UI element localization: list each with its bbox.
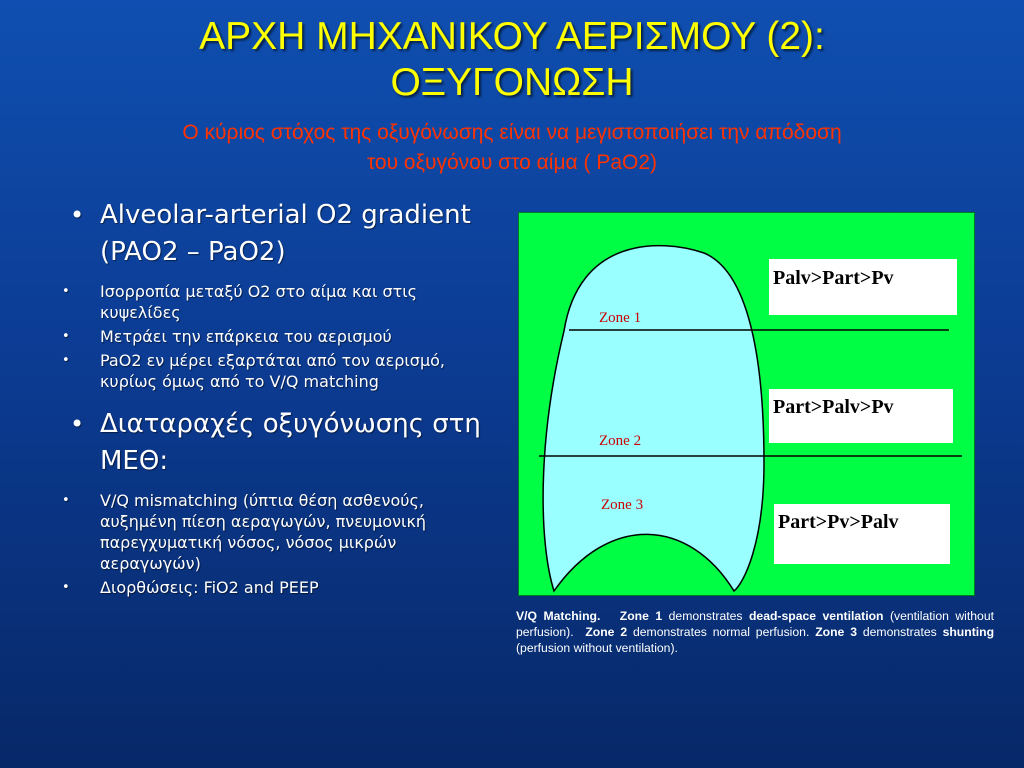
slide-title — [40, 14, 984, 106]
caption-text-5: (perfusion without ventilation). — [516, 641, 678, 655]
bullet-sub-mismatching: • V/Q mismatching (ύπτια θέση ασθενούς, αυξημένη πίεση αεραγωγών, πνευμονική παρεγχυματική νόσος, νόσος μικρών αεραγωγών) — [62, 490, 502, 574]
caption-zone-2: Zone 2 — [585, 625, 628, 639]
zone-2-pressure-text: Part>Palv>Pv — [773, 396, 894, 418]
bullet-main-gradient: • Alveolar-arterial O2 gradient (PAO2 – PaO2) — [62, 197, 502, 271]
bullet-sub-balance: • Ισορροπία μεταξύ Ο2 στο αίμα και στις κυψελίδες — [62, 281, 502, 323]
bullet-list — [62, 197, 502, 598]
bullet-spacer — [62, 392, 502, 406]
vq-zones-svg — [519, 213, 974, 595]
diagram-caption — [516, 608, 994, 656]
bullet-sub-adequacy: • Μετράει την επάρκεια του αερισμού — [62, 326, 502, 347]
subtitle-line-1: Ο κύριος στόχος της οξυγόνωσης είναι να μεγιστοποιήσει την απόδοση — [182, 121, 842, 144]
caption-zone-3: Zone 3 — [815, 625, 857, 639]
zone-3-label: Zone 3 — [601, 497, 644, 513]
caption-dead-space: dead-space ventilation — [748, 609, 884, 623]
caption-text-2: (ventilation without perfusion). — [516, 609, 994, 639]
caption-zone-1: Zone 1 — [619, 609, 663, 623]
caption-vq-heading: V/Q Matching. — [516, 609, 601, 623]
caption-text-3: demonstrates normal perfusion. — [632, 625, 810, 639]
slide-subtitle — [40, 118, 984, 178]
zone-1-pressure-text: Palv>Part>Pv — [773, 267, 894, 289]
title-line-2: ΟΞΥΓΟΝΩΣΗ — [390, 61, 634, 104]
bullet-main-disorders: • Διαταραχές οξυγόνωσης στη ΜΕΘ: — [62, 406, 502, 480]
zone-1-label: Zone 1 — [599, 310, 642, 326]
caption-text-4: demonstrates — [862, 625, 937, 639]
subtitle-line-2: του οξυγόνου στο αίμα ( PaO2) — [366, 151, 658, 174]
zone-2-label: Zone 2 — [599, 433, 642, 449]
title-line-1: ΑΡΧΗ ΜΗΧΑΝΙΚΟΥ ΑΕΡΙΣΜΟΥ (2): — [199, 15, 825, 58]
bullet-sub-corrections: • Διορθώσεις: FiO2 and PEEP — [62, 577, 502, 598]
vq-zones-diagram — [518, 212, 975, 596]
caption-text-1: demonstrates — [668, 609, 743, 623]
zone-3-pressure-text: Part>Pv>Palv — [778, 511, 899, 533]
lung-shape — [543, 246, 764, 591]
caption-shunting: shunting — [942, 625, 995, 639]
bullet-sub-pao2: • PaO2 εν μέρει εξαρτάται από τον αερισμό, κυρίως όμως από το V/Q matching — [62, 350, 502, 392]
